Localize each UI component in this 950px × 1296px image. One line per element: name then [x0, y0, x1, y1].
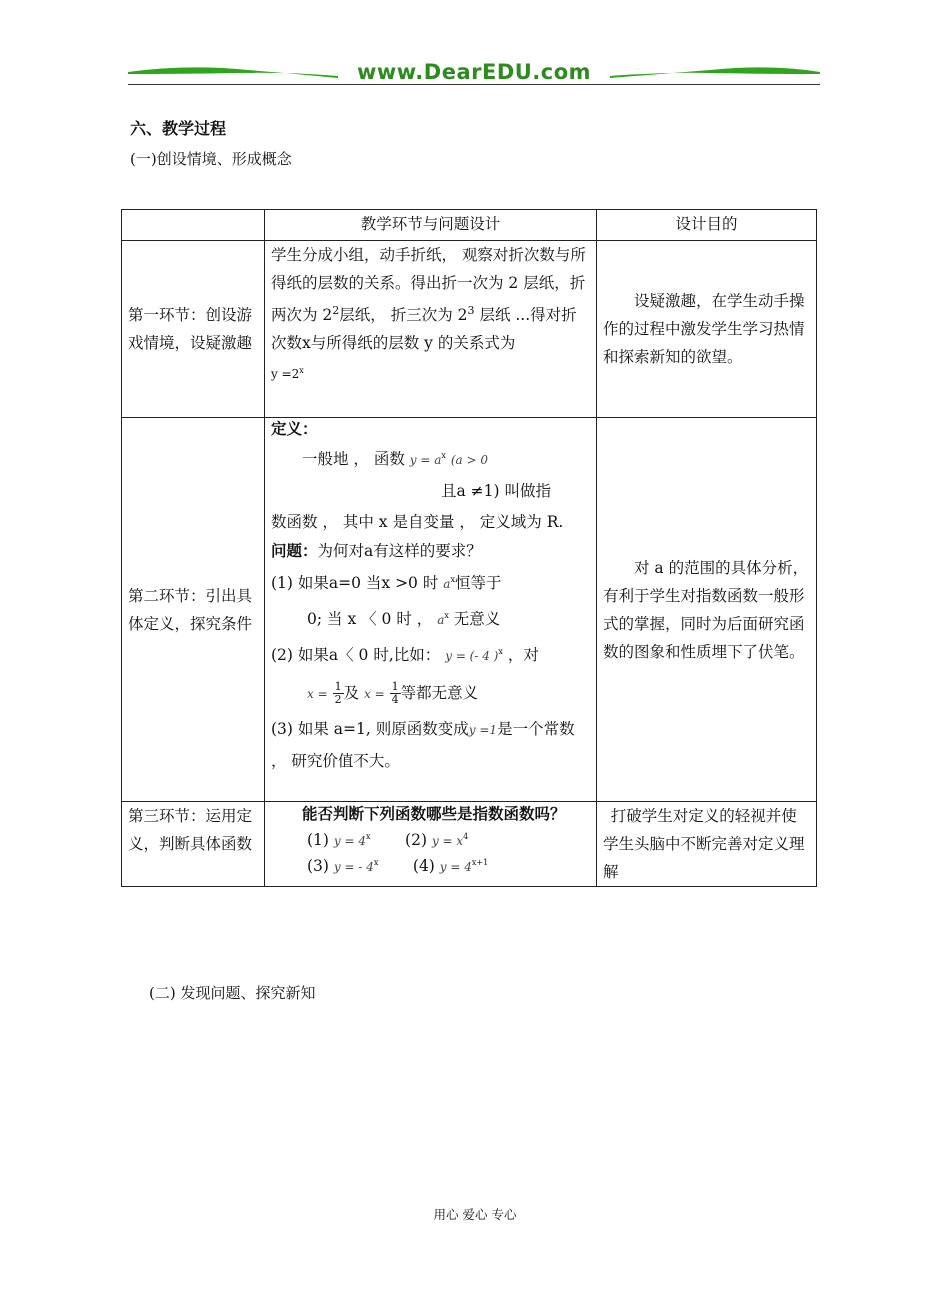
- denominator: 2: [334, 693, 342, 707]
- superscript: x+1: [471, 858, 489, 868]
- page-footer: 用心 爱心 专心: [433, 1207, 517, 1222]
- purpose-text: 打破学生对定义的轻视并使学生头脑中不断完善对定义理解: [603, 807, 805, 881]
- case-text: (3) 如果 a=1, 则原函数变成: [271, 719, 469, 738]
- definition-line: 数函数 ， 其中 x 是自变量 ， 定义域为 R.: [271, 513, 564, 532]
- superscript: 3: [467, 304, 475, 317]
- table-header-row: [122, 210, 817, 241]
- stage-text: 第一环节：创设游戏情境，设疑激趣: [128, 306, 253, 352]
- formula: a: [443, 577, 451, 592]
- design-line: 层纸 ...得对折次数x与所得纸的层数 y 的关系式为: [271, 306, 577, 353]
- case-text: 无意义: [453, 610, 501, 629]
- numerator: 1: [334, 680, 342, 694]
- formula: y = - 4: [333, 860, 374, 875]
- item-number: (2): [405, 831, 427, 850]
- function-list: [271, 852, 590, 878]
- superscript: x: [373, 858, 379, 868]
- header-rule: [128, 84, 820, 85]
- design-line: 学生分成小组，动手折纸， 观察对折次数与所得纸的层数的关系。得出折一次为 2 层纸，折两次为 2: [271, 246, 586, 325]
- question-line: [271, 538, 590, 564]
- superscript: 2: [332, 304, 340, 317]
- formula: y = (- 4 ): [445, 649, 499, 664]
- superscript: 4: [463, 832, 469, 841]
- case-item: [271, 673, 590, 714]
- header-cell-design: 教学环节与问题设计: [265, 210, 597, 241]
- formula: x =: [307, 686, 328, 701]
- stage-text: 第三环节：运用定义，判断具体函数: [128, 807, 253, 853]
- formula: y = 4: [333, 834, 367, 849]
- question-label: 问题：: [271, 542, 318, 561]
- superscript: x: [444, 611, 449, 621]
- design-text: [271, 241, 590, 357]
- table-row: [122, 241, 817, 418]
- question-text: 能否判断下列函数哪些是指数函数吗？: [302, 805, 566, 823]
- definition-text: 一般地 ， 函数: [302, 450, 405, 469]
- item-number: (3): [307, 857, 329, 876]
- stage-cell: [122, 418, 265, 802]
- table-row: [122, 418, 817, 802]
- case-item: [271, 636, 590, 672]
- superscript: x: [450, 575, 455, 585]
- swoosh-left-decoration: [128, 64, 338, 78]
- case-text: (2) 如果a〈 0 时,比如：: [271, 646, 441, 665]
- definition-label: 定义：: [271, 420, 318, 438]
- superscript: x: [498, 647, 503, 657]
- formula: (a > 0: [450, 453, 489, 468]
- definition-line: [271, 440, 590, 476]
- superscript: x: [441, 451, 446, 460]
- fraction: [390, 681, 401, 706]
- formula: y = a: [409, 453, 442, 468]
- superscript: x: [366, 832, 371, 841]
- swoosh-right-decoration: [610, 64, 820, 78]
- formula: y = x: [431, 834, 464, 849]
- page-header: [128, 58, 820, 88]
- case-text: 及: [343, 683, 360, 702]
- purpose-cell: [597, 802, 817, 887]
- case-text: (1) 如果a=0 当x >0 时: [271, 574, 439, 593]
- section-heading: (二) 发现问题、探究新知: [149, 984, 316, 1002]
- design-cell: [265, 418, 597, 802]
- case-text: 是一个常数 ， 研究价值不大。: [271, 719, 575, 770]
- header-cell-stage: [122, 210, 265, 241]
- site-logo: www.DearEDU.com: [356, 60, 592, 84]
- question-text: 为何对a有这样的要求？: [317, 542, 482, 561]
- fraction: [333, 681, 344, 706]
- purpose-cell: [597, 418, 817, 802]
- numerator: 1: [391, 680, 399, 694]
- design-cell: [265, 241, 597, 418]
- formula: y = 4: [439, 860, 472, 875]
- table-row: [122, 802, 817, 887]
- section-title: 六、教学过程: [130, 119, 227, 138]
- case-item: [271, 600, 590, 636]
- item-number: (1): [307, 831, 329, 850]
- superscript: x: [299, 366, 304, 376]
- stage-cell: [122, 241, 265, 418]
- formula: [271, 357, 590, 388]
- case-text: 等都无意义: [400, 683, 479, 702]
- case-item: [271, 714, 590, 777]
- case-text: ，对: [507, 646, 539, 665]
- case-item: [271, 564, 590, 600]
- formula: y =1: [468, 722, 498, 737]
- stage-cell: [122, 802, 265, 887]
- item-number: (4): [412, 857, 435, 876]
- design-line: 层纸， 折三次为 2: [339, 306, 468, 325]
- formula-text: y =2: [271, 367, 300, 382]
- formula: a: [437, 613, 445, 628]
- design-cell: [265, 802, 597, 887]
- denominator: 4: [391, 693, 399, 707]
- header-cell-purpose: 设计目的: [597, 210, 817, 241]
- lesson-table: [121, 209, 817, 887]
- function-list: [271, 826, 590, 852]
- purpose-cell: [597, 241, 817, 418]
- formula: x =: [364, 686, 385, 701]
- definition-line: 且a ≠1) 叫做指: [441, 482, 551, 501]
- stage-text: 第二环节：引出具体定义，探究条件: [128, 586, 253, 633]
- case-text: 0; 当 x 〈 0 时 ，: [307, 610, 433, 629]
- section-subtitle: (一)创设情境、形成概念: [130, 150, 292, 168]
- purpose-text: 设疑激趣，在学生动手操作的过程中激发学生学习热情和探索新知的欲望。: [603, 292, 805, 366]
- purpose-text: 对 a 的范围的具体分析，有利于学生对指数函数一般形式的掌握，同时为后面研究函数的图象和性质埋下了伏笔。: [603, 558, 809, 661]
- case-text: 恒等于: [454, 574, 502, 593]
